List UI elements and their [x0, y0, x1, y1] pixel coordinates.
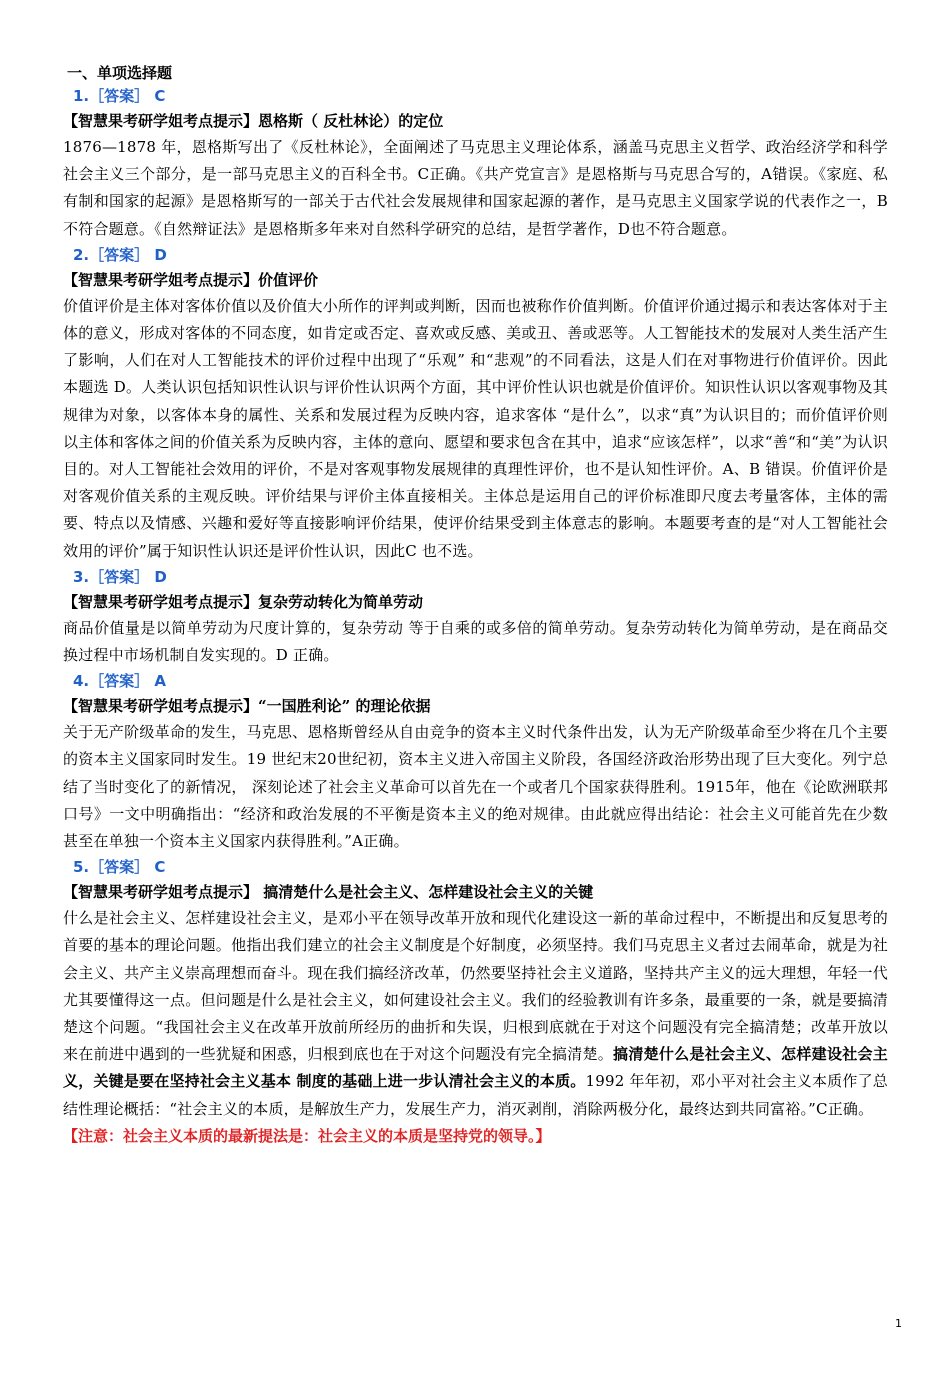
question-3 — [63, 565, 888, 669]
explanation-text: 1876—1878 年，恩格斯写出了《反杜林论》，全面阐述了马克思主义理论体系，涵盖马克思主义哲学、政治经济学和科学社会主义三个部分，是一部马克思主义的百科全书。C正确。《共产党宣言》是恩格斯与马克思合写的，A错误。《家庭、私有制和国家的起源》是恩格斯写的一部关于古代社会发展规律和国家起源的著作，是马克思主义国家学说的代表作之一，B不符合题意。《自然辩证法》是恩格斯多年来对自然科学研究的总结，是哲学著作，D也不符合题意。 — [63, 138, 888, 238]
answer-label: 4.［答案］ A — [73, 672, 166, 691]
question-2 — [63, 243, 888, 565]
question-4 — [63, 669, 888, 855]
hint-heading: 【智慧果考研学姐考点提示】 搞清楚什么是社会主义、怎样建设社会主义的关键 — [63, 883, 594, 902]
page-number: 1 — [895, 1317, 902, 1330]
hint-heading: 【智慧果考研学姐考点提示】价值评价 — [63, 270, 319, 289]
question-1 — [63, 84, 888, 243]
answer-label: 1.［答案］ C — [73, 87, 166, 105]
hint-heading: 【智慧果考研学姐考点提示】“一国胜利论” 的理论依据 — [63, 697, 431, 716]
explanation-text: 关于无产阶级革命的发生，马克思、恩格斯曾经从自由竞争的资本主义时代条件出发，认为无产阶级革命至少将在几个主要的资本主义国家同时发生。19 世纪末20世纪初，资本主义进入帝国主义阶段，各国经济政治形势出现了巨大变化。列宁总结了当时变化了的新情况， 深刻论述了社会主义革命可以首先在一个或者几个国家获得胜利。1915年，他在《论欧洲联邦口号》一文中明确指出：“经济和政治发展的不平衡是资本主义的绝对规律。由此就应得出结论：社会主义可能首先在少数甚至在单独一个资本主义国家内获得胜利。”A正确。 — [63, 723, 888, 851]
hint-heading: 【智慧果考研学姐考点提示】恩格斯（ 反杜林论）的定位 — [63, 112, 444, 130]
answer-label: 3.［答案］ D — [73, 567, 167, 586]
explanation-text-part: 1992 年年初，邓小平对社会主义本质作了总结性理论概括：“社会主义的本质，是解放生产力，发展生产力，消灭剥削，消除两极分化，最终达到共同富裕。”C正确。 — [63, 1072, 888, 1118]
answer-label: 5.［答案］ C — [73, 858, 166, 877]
document-page — [63, 62, 888, 1149]
explanation-key-point: 搞清楚什么是社会主义、怎样建设社会主义，关键是要在坚持社会主义基本 制度的基础上进一步认清社会主义的本质。 — [63, 1045, 888, 1091]
question-5 — [63, 855, 888, 1149]
explanation-text-part: 什么是社会主义、怎样建设社会主义，是邓小平在领导改革开放和现代化建设这一新的革命过程中，不断提出和反复思考的首要的基本的理论问题。他指出我们建立的社会主义制度是个好制度，必须坚持。我们马克思主义者过去闹革命，就是为社会主义、共产主义崇高理想而奋斗。现在我们搞经济改革，仍然要坚持社会主义道路，坚持共产主义的远大理想，年轻一代尤其要懂得这一点。但问题是什么是社会主义，如何建设社会主义。我们的经验教训有许多条，最重要的一条，就是要搞清楚这个问题。“我国社会主义在改革开放前所经历的曲折和失误，归根到底就在于对这个问题没有完全搞清楚；改革开放以来在前进中遇到的一些犹疑和困惑，归根到底也在于对这个问题没有完全搞清楚。 — [63, 909, 888, 1064]
section-title: 一、单项选择题 — [67, 64, 173, 82]
hint-heading: 【智慧果考研学姐考点提示】复杂劳动转化为简单劳动 — [63, 592, 424, 611]
note-text: 【注意：社会主义本质的最新提法是：社会主义的本质是坚持党的领导。】 — [63, 1126, 551, 1145]
explanation-text — [63, 905, 888, 1123]
explanation-text: 价值评价是主体对客体价值以及价值大小所作的评判或判断，因而也被称作价值判断。价值评价通过揭示和表达客体对于主体的意义，形成对客体的不同态度，如肯定或否定、喜欢或反感、美或丑、善或恶等。人工智能技术的发展对人类生活产生了影响，人们在对人工智能技术的评价过程中出现了“乐观” 和“悲观”的不同看法，这是人们在对事物进行价值评价。因此本题选 D。人类认识包括知识性认识与评价性认识两个方面，其中评价性认识也就是价值评价。知识性认识以客观事物及其规律为对象，以客体本身的属性、关系和发展过程为反映内容，追求客体 “是什么”，以求“真”为认识目的；而价值评价则以主体和客体之间的价值关系为反映内容，主体的意向、愿望和要求包含在其中，追求“应该怎样”，以求“善“和“美”为认识目的。对人工智能社会效用的评价，不是对客观事物发展规律的真理性评价，也不是认知性评价。A、B 错误。价值评价是对客观价值关系的主观反映。评价结果与评价主体直接相关。主体总是运用自己的评价标准即尺度去考量客体，主体的需要、特点以及情感、兴趣和爱好等直接影响评价结果，使评价结果受到主体意志的影响。本题要考查的是“对人工智能社会效用的评价”属于知识性认识还是评价性认识，因此C 也不选。 — [63, 296, 888, 560]
answer-label: 2.［答案］ D — [73, 245, 167, 264]
explanation-text: 商品价值量是以简单劳动为尺度计算的，复杂劳动 等于自乘的或多倍的简单劳动。复杂劳动转化为简单劳动，是在商品交换过程中市场机制自发实现的。D 正确。 — [63, 618, 888, 665]
